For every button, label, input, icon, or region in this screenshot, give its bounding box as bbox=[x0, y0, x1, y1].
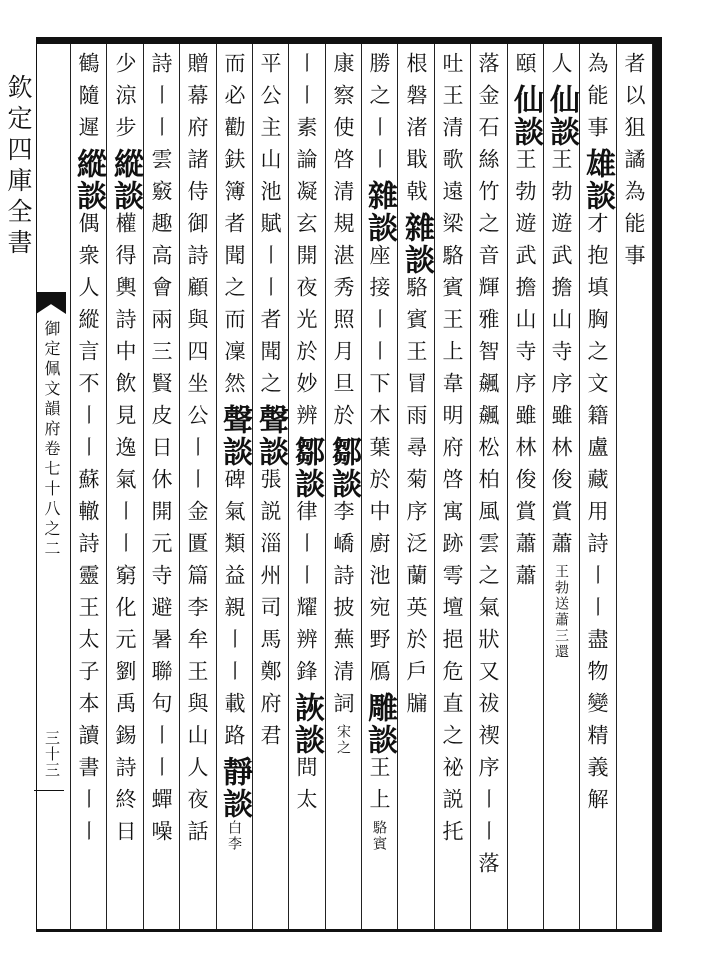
heading-entry: 雜談 bbox=[362, 180, 397, 244]
heading-entry: 詼談 bbox=[289, 692, 324, 756]
heading-entry: 仙談 bbox=[544, 84, 579, 148]
volume-subtitle: 御定佩文韻府卷七十八之二 bbox=[42, 320, 61, 560]
column-text: 座接〡〡下木葉於中廚池宛野鴈 bbox=[367, 244, 391, 692]
annotation-text: 駱賓 bbox=[371, 820, 387, 852]
text-column bbox=[66, 52, 110, 922]
column-text: 而必勸鈇簿者聞之而凜然 bbox=[222, 52, 246, 404]
column-text: 王勃遊武擔山寺序雖林俊賞蕭蕭 bbox=[513, 148, 537, 596]
column-text: 為能事 bbox=[585, 52, 609, 148]
annotation-text: 宋之 bbox=[335, 724, 351, 756]
column-text: 落金石絲竹之音輝雅智飆飆松柏風雲之氣狀又祓禊序〡〡落 bbox=[476, 52, 500, 884]
heading-entry: 聲談 bbox=[253, 404, 288, 468]
heading-entry: 鄒談 bbox=[289, 436, 324, 500]
heading-entry: 雕談 bbox=[362, 692, 397, 756]
heading-entry: 雄談 bbox=[580, 148, 615, 212]
column-text: 王上 bbox=[367, 756, 391, 820]
column-text: 碑氣類益親〡〡載路 bbox=[222, 468, 246, 756]
heading-entry: 聲談 bbox=[217, 404, 252, 468]
annotation-text: 王勃送蕭三還 bbox=[553, 564, 569, 660]
column-text: 勝之〡〡 bbox=[367, 52, 391, 180]
column-text: 權得輿詩中飲見逸氣〡〡窮化元劉禹錫詩終日 bbox=[113, 212, 137, 852]
column-text: 頤 bbox=[513, 52, 537, 84]
book-title: 欽定四庫全書 bbox=[4, 74, 33, 260]
column-text: 人 bbox=[549, 52, 573, 84]
column-text: 鶴隨遲 bbox=[76, 52, 100, 148]
column-text: 為能事 bbox=[622, 180, 646, 276]
column-text: 李嶠詩披蕪清詞 bbox=[331, 500, 355, 724]
column-text: 吐王清歌遠梁駱賓王上韋明府啓寓跡雩壇挹危直之祕説托 bbox=[440, 52, 464, 852]
heading-entry: 縱談 bbox=[71, 148, 106, 212]
page-number-rule bbox=[34, 790, 64, 791]
column-text: 張説淄州司馬鄭府君 bbox=[258, 468, 282, 756]
column-text: 平公主山池賦〡〡者聞之 bbox=[258, 52, 282, 404]
page-number: 三十三 bbox=[43, 730, 61, 778]
column-text: 根磐渚戢戟 bbox=[404, 52, 428, 212]
column-text: 贈幕府諸侍御詩顧與四坐公〡〡金匱篇李牟王與山人夜話 bbox=[185, 52, 209, 852]
column-text: 詩〡〡雲竅趣高會兩三賢皮日休開元寺避暑聯句〡〡蟬噪 bbox=[149, 52, 173, 852]
column-text: 〡〡素論凝玄開夜光於妙辨 bbox=[294, 52, 318, 436]
column-text: 偶衆人縱言不〡〡蘇轍詩靈王太子本讀書〡〡 bbox=[76, 212, 100, 852]
heading-entry: 靜談 bbox=[217, 756, 252, 820]
column-text: 問太 bbox=[294, 756, 318, 820]
annotation-text: 白李 bbox=[226, 820, 242, 852]
heading-entry: 鄒談 bbox=[326, 436, 361, 500]
column-text: 才抱填胸之文籍盧藏用詩〡〡盡物變精義解 bbox=[585, 212, 609, 820]
column-text: 少涼步 bbox=[113, 52, 137, 148]
heading-entry: 仙談 bbox=[508, 84, 543, 148]
heading-entry: 雜談 bbox=[399, 212, 434, 276]
column-text: 律〡〡耀辨鋒 bbox=[294, 500, 318, 692]
column-text: 者以狙譎 bbox=[622, 52, 646, 180]
column-text: 駱賓王冒雨尋菊序泛蘭英於戶牖 bbox=[404, 276, 428, 724]
column-text: 康察使啓清規湛秀照月旦於 bbox=[331, 52, 355, 436]
heading-entry: 縱談 bbox=[108, 148, 143, 212]
column-text: 王勃遊武擔山寺序雖林俊賞蕭 bbox=[549, 148, 573, 564]
